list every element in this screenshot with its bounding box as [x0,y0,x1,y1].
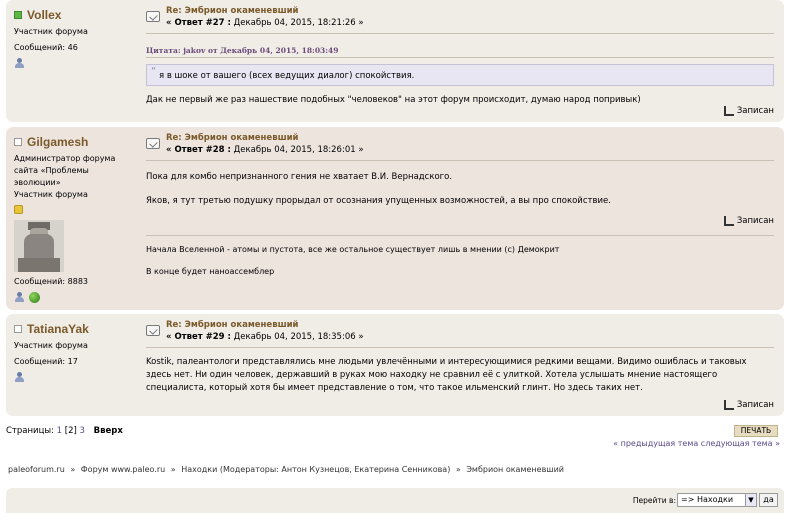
jump-go-button[interactable]: да [759,493,778,507]
saved-indicator [724,106,774,116]
post-body: Дак не первый же раз нашествие подобных "человеков" на этот форум происходит, думаю народ попривык) [146,95,641,105]
avatar [14,220,64,272]
reply-number: « Ответ #29 : [166,332,231,342]
member-group: Участник форума [14,341,88,350]
saved-indicator [724,400,774,410]
post-body-line-2: Яков, я тут третью подушку прорыдал от осознания упущенных возможностей, а вы про спокойствие. [146,196,611,206]
offline-status-icon [14,325,22,333]
breadcrumb-topic[interactable]: Эмбрион окаменевший [466,465,564,474]
message-icon [146,138,160,149]
post-subject[interactable]: Re: Эмбрион окаменевший [166,133,299,143]
quote-box [146,64,774,86]
profile-icon[interactable] [14,58,25,69]
member-group: Участник форума [14,27,88,36]
post-body: Kostik, палеантологи представлялись мне людьми увлечёнными и интересующимися редкими вещами. Видимо ошиблась и таковых здесь нет. Ни один человек, державший в руках мою находку не сравнил её с улиткой. Хотела услышать мнение настоящего специалиста, который хотя бы имеет представление о том, что такое ильменский глинт. Но здесь таких нет. [146,357,747,393]
poster-name-row [14,135,134,149]
poster-info [14,8,134,69]
website-globe-icon[interactable] [29,292,40,303]
rank-star-icon [14,205,23,214]
breadcrumb-site[interactable]: paleoforum.ru [8,465,65,474]
post-28 [6,127,784,310]
author-link[interactable]: Gilgamesh [27,135,89,149]
saved-icon [724,106,734,116]
signature-line-1: Начала Вселенной - атомы и пустота, все же остальное существует лишь в мнении (с) Демокрит [146,245,560,254]
profile-icon[interactable] [14,372,25,383]
post-subject[interactable]: Re: Эмбрион окаменевший [166,320,299,330]
saved-label: Записан [736,106,774,116]
poster-info [14,322,134,383]
top-link[interactable]: Вверх [93,426,123,436]
page-3-link[interactable]: 3 [79,426,85,436]
reply-number: « Ответ #27 : [166,18,231,28]
poster-name-row [14,322,134,336]
poster-info [14,135,134,303]
quote-header[interactable]: Цитата: jakov от Декабрь 04, 2015, 18:03:49 [146,46,774,58]
post-body-line-1: Пока для комбо непризнанного гения не хватает В.И. Вернадского. [146,172,453,182]
chevron-down-icon: ▼ [745,494,756,506]
offline-status-icon [14,138,22,146]
signature [146,235,774,278]
member-title-3: эволюции» [14,178,61,187]
breadcrumb-board[interactable]: Находки (Модераторы: Антон Кузнецов, Екатерина Сенникова) [181,465,451,474]
message-icon [146,325,160,336]
signature-line-2: В конце будет наноассемблер [146,267,275,276]
jump-to-bar [6,488,784,513]
pages-label: Страницы: [6,426,54,436]
saved-label: Записан [736,400,774,410]
post-date: Декабрь 04, 2015, 18:26:01 » [233,145,364,155]
quote-text: я в шоке от вашего (всех ведущих диалог) спокойствия. [159,71,415,81]
saved-icon [724,400,734,410]
current-page: [2] [64,426,77,436]
jump-selected: => Находки [681,495,734,504]
message-icon [146,11,160,22]
reply-number: « Ответ #28 : [166,145,231,155]
topic-navigation[interactable]: « предыдущая тема следующая тема » [613,439,780,448]
quote-mark-icon: “ [151,66,157,77]
profile-icon[interactable] [14,292,25,303]
post-date: Декабрь 04, 2015, 18:35:06 » [233,332,364,342]
breadcrumb: paleoforum.ru » Форум www.paleo.ru » Находки (Модераторы: Антон Кузнецов, Екатерина Сенникова) » Эмбрион окаменевший [8,465,564,474]
poster-name-row [14,8,134,22]
print-button[interactable]: ПЕЧАТЬ [734,425,778,437]
post-count: Сообщений: 8883 [14,277,88,286]
post-subject[interactable]: Re: Эмбрион окаменевший [166,6,299,16]
post-27 [6,0,784,122]
saved-icon [724,216,734,226]
pagination [6,426,123,436]
post-29 [6,314,784,416]
page-1-link[interactable]: 1 [56,426,63,436]
saved-label: Записан [736,216,774,226]
post-date: Декабрь 04, 2015, 18:21:26 » [233,18,364,28]
member-group: Участник форума [14,190,88,199]
author-link[interactable]: Vollex [27,8,62,22]
post-count: Сообщений: 17 [14,357,78,366]
online-status-icon [14,11,22,19]
jump-label: Перейти в: [632,496,676,505]
member-title: Администратор форума [14,154,116,163]
post-count: Сообщений: 46 [14,43,78,52]
breadcrumb-forum[interactable]: Форум www.paleo.ru [80,465,166,474]
author-link[interactable]: TatianaYak [27,322,89,336]
saved-indicator [724,216,774,226]
member-title-2: сайта «Проблемы [14,166,89,175]
jump-select[interactable] [677,493,757,507]
